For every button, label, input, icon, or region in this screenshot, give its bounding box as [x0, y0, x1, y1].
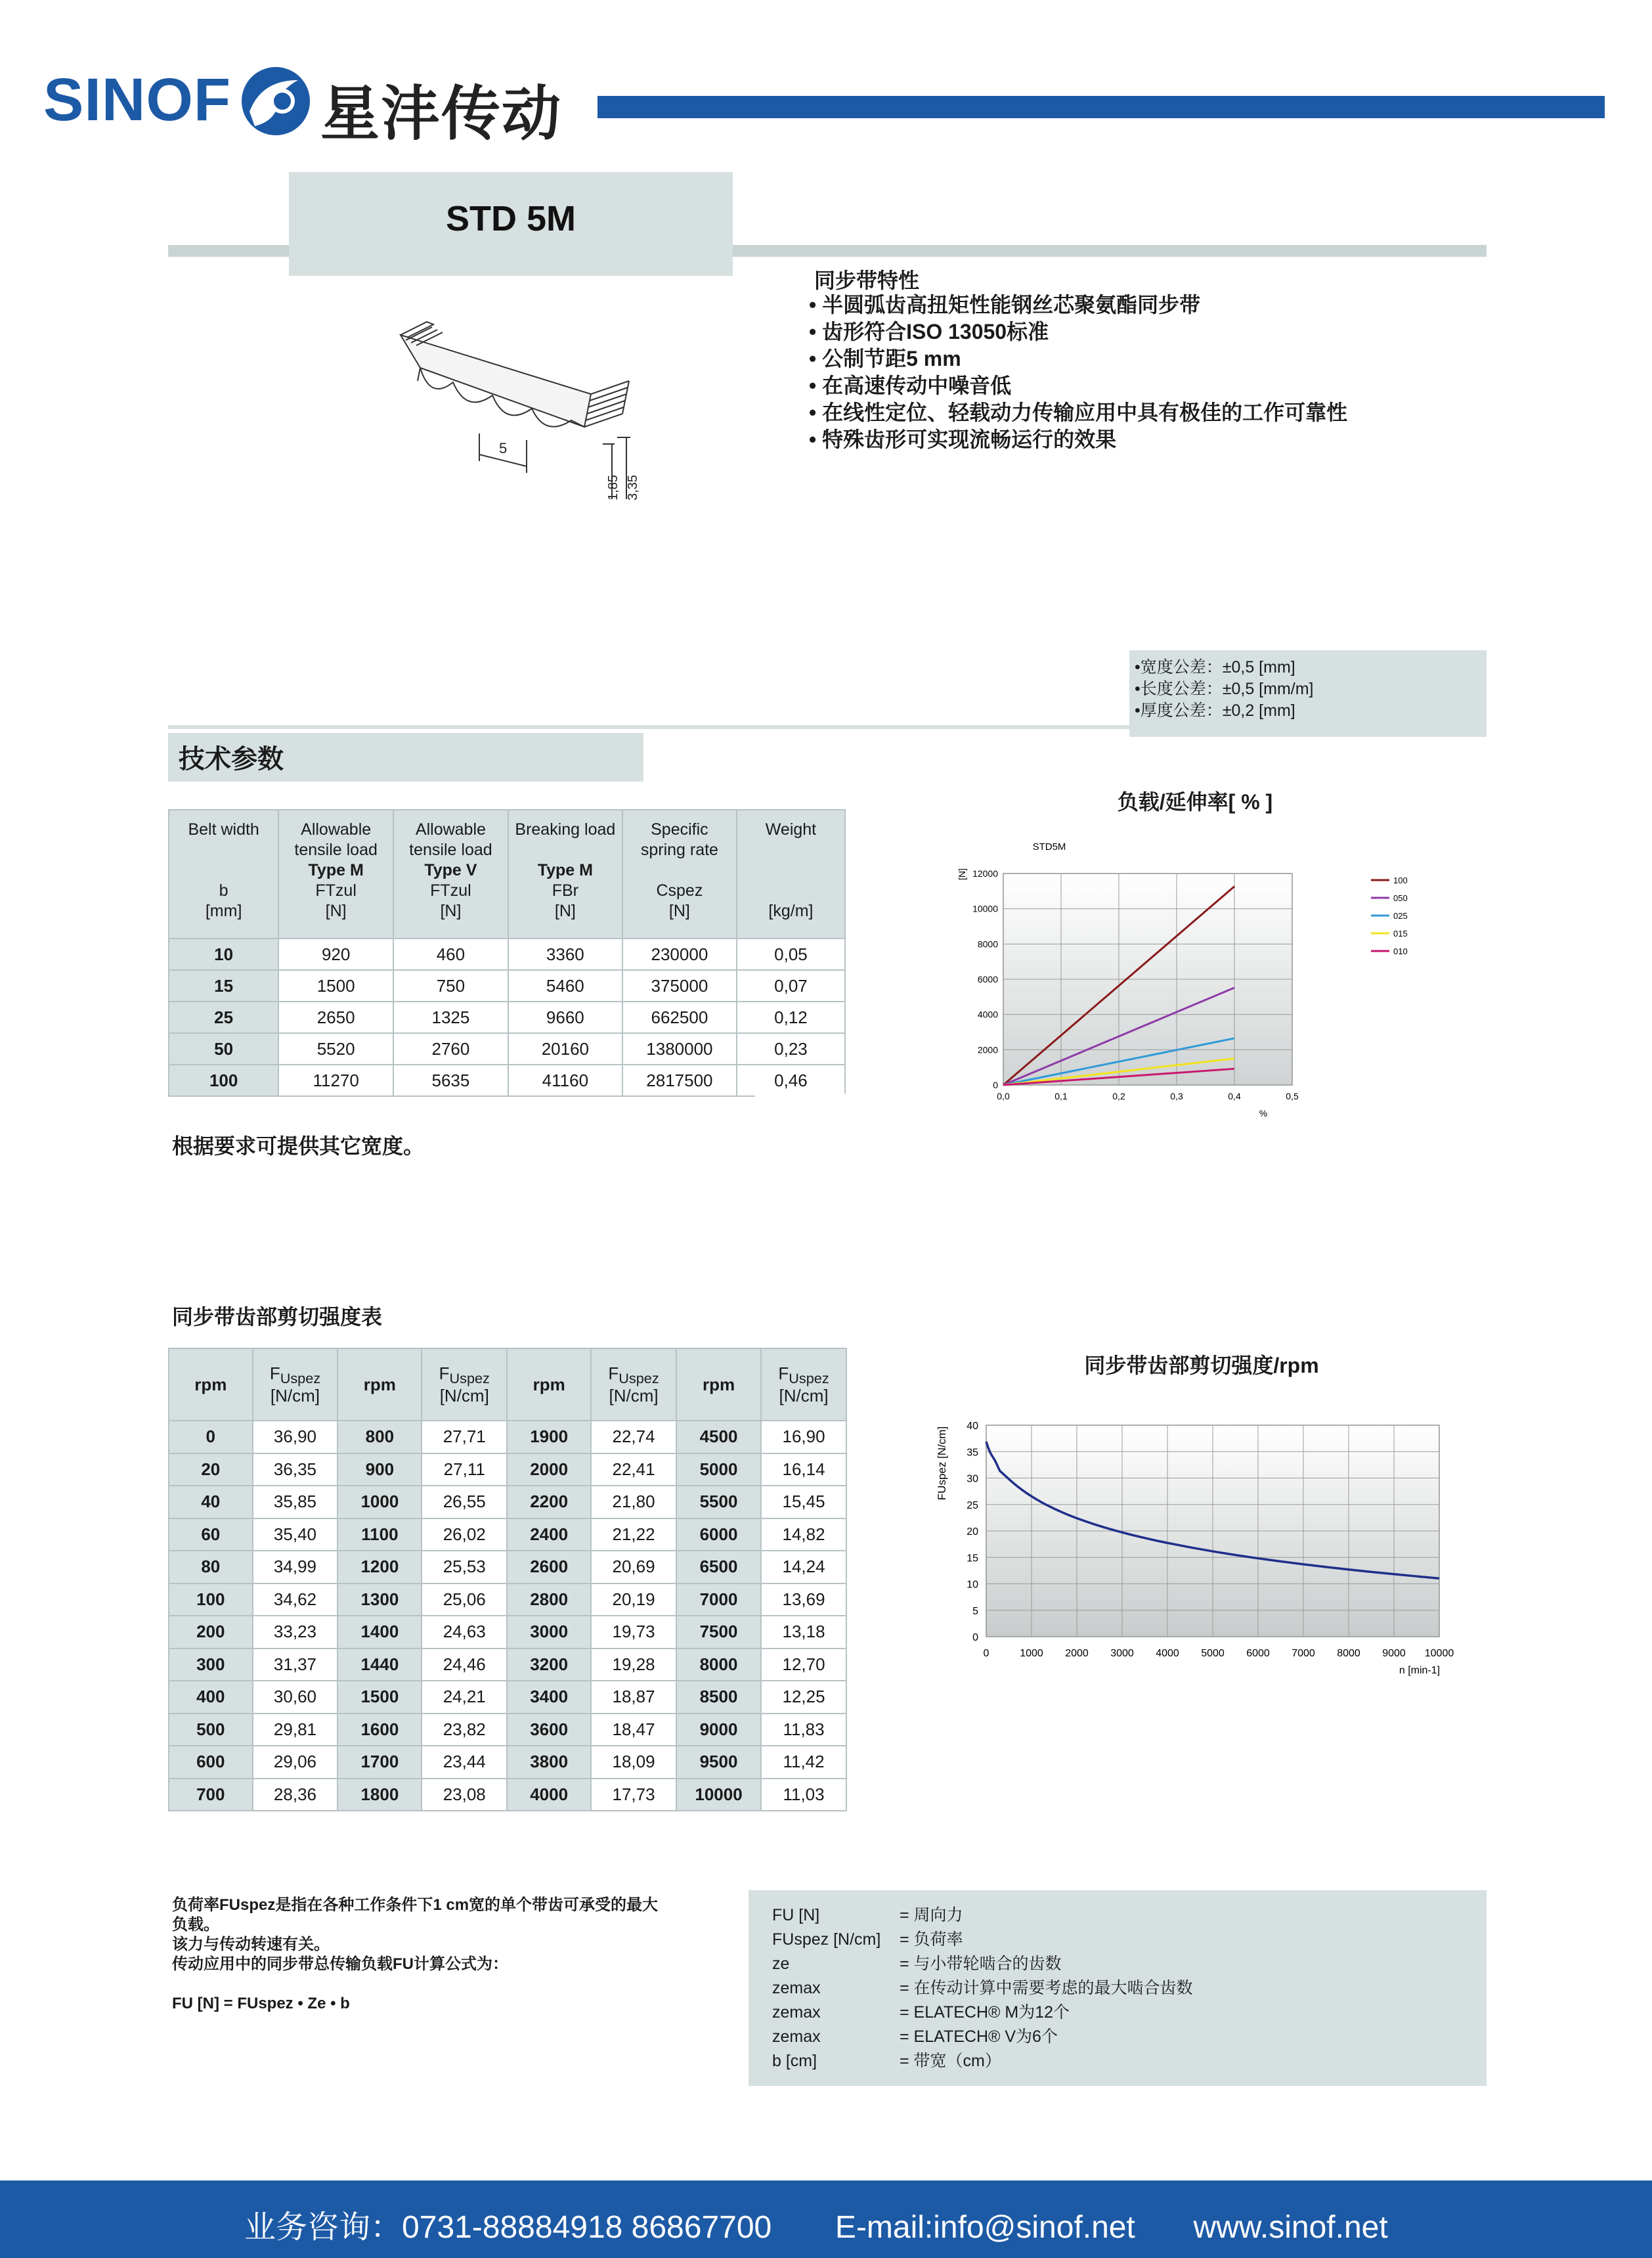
force-cell: 20,69: [591, 1551, 676, 1583]
force-cell: 17,73: [591, 1779, 676, 1811]
x-tick-label: 0,1: [1054, 1091, 1068, 1101]
table-cell: 3360: [508, 939, 622, 970]
footer-email[interactable]: E-mail:info@sinof.net: [835, 2210, 1135, 2245]
rpm-cell: 1500: [337, 1681, 422, 1714]
force-cell: 24,46: [422, 1649, 507, 1681]
header-sym: Cspez: [656, 881, 703, 900]
rpm-cell: 6500: [676, 1551, 761, 1583]
definition-key: zemax: [772, 1979, 821, 1997]
table-row: [169, 1746, 846, 1779]
force-cell: 26,55: [422, 1486, 507, 1518]
rpm-cell: 1600: [337, 1714, 422, 1746]
force-cell: 16,90: [761, 1421, 846, 1453]
rpm-cell: 1100: [337, 1518, 422, 1551]
force-cell: 34,99: [253, 1551, 338, 1583]
force-cell: 23,44: [422, 1746, 507, 1779]
rpm-cell: 200: [169, 1616, 253, 1649]
rpm-cell: 20: [169, 1453, 253, 1486]
feature-item: • 在高速传动中噪音低: [809, 372, 1347, 399]
header-unit: [N]: [554, 902, 576, 920]
force-cell: 20,19: [591, 1583, 676, 1616]
force-cell: 18,09: [591, 1746, 676, 1779]
feature-item: • 公制节距5 mm: [809, 345, 1347, 372]
header-type: Type M: [537, 861, 593, 879]
rpm-cell: 6000: [676, 1518, 761, 1551]
footer-contact: [244, 2202, 1388, 2247]
shear-header-force: [253, 1348, 338, 1421]
header-sym: [739, 881, 843, 901]
shear-header-force: [761, 1348, 846, 1421]
header-l2: [510, 840, 620, 860]
force-cell: 19,28: [591, 1649, 676, 1681]
feature-item: • 齿形符合ISO 13050标准: [809, 319, 1347, 345]
y-tick-label: 5: [972, 1605, 978, 1617]
table-cell: 460: [393, 939, 508, 970]
force-cell: 16,14: [761, 1453, 846, 1486]
table-cell: 750: [393, 970, 508, 1002]
table-header-cell: [508, 810, 622, 939]
tooth-height-dimension: 1,85: [606, 475, 620, 500]
force-cell: 14,24: [761, 1551, 846, 1583]
force-cell: 29,81: [253, 1714, 338, 1746]
x-tick-label: 0,4: [1228, 1091, 1241, 1101]
y-tick-label: 2000: [977, 1044, 998, 1055]
formula-note-line: 负载。: [172, 1916, 219, 1934]
load-elongation-chart: [906, 828, 1484, 1130]
header-unit: [mm]: [205, 902, 242, 920]
rpm-cell: 7000: [676, 1583, 761, 1616]
tolerance-width: • 宽度公差：±0,5 [mm]: [1135, 657, 1314, 678]
rpm-cell: 1900: [507, 1421, 591, 1453]
table-cell: 2760: [393, 1033, 508, 1065]
shear-strength-table: [168, 1348, 847, 1811]
rpm-cell: 2400: [507, 1518, 591, 1551]
header-f-sub: Uspez: [449, 1370, 490, 1387]
rpm-cell: 900: [337, 1453, 422, 1486]
x-tick-label: 1000: [1020, 1648, 1043, 1659]
y-tick-label: 10000: [972, 903, 998, 914]
force-cell: 23,08: [422, 1779, 507, 1811]
x-tick-label: 6000: [1246, 1648, 1270, 1659]
chart2-title: 同步带齿部剪切强度/rpm: [1084, 1354, 1319, 1377]
table-row: [169, 1518, 846, 1551]
belt-profile-drawing: [381, 309, 670, 519]
rpm-cell: 10000: [676, 1779, 761, 1811]
y-tick-label: 0: [993, 1080, 998, 1090]
force-cell: 29,06: [253, 1746, 338, 1779]
rpm-cell: 1800: [337, 1779, 422, 1811]
force-cell: 27,71: [422, 1421, 507, 1453]
rpm-cell: 1200: [337, 1551, 422, 1583]
rpm-cell: 5000: [676, 1453, 761, 1486]
force-cell: 34,62: [253, 1583, 338, 1616]
rpm-cell: 300: [169, 1649, 253, 1681]
force-cell: 36,90: [253, 1421, 338, 1453]
header-l2: spring rate: [640, 841, 718, 859]
rpm-cell: 800: [337, 1421, 422, 1453]
rpm-cell: 2200: [507, 1486, 591, 1518]
table-row: [169, 1583, 846, 1616]
header-f-unit: [N/cm]: [779, 1386, 829, 1406]
y-tick-label: 20: [967, 1526, 978, 1538]
definition-value: = ELATECH® M为12个: [900, 2003, 1070, 2022]
x-axis-label: n [min-1]: [1399, 1665, 1441, 1676]
brand-logo-icon: [235, 60, 316, 142]
definition-key: zemax: [772, 2003, 821, 2022]
force-cell: 11,42: [761, 1746, 846, 1779]
rpm-cell: 60: [169, 1518, 253, 1551]
table-cell: 20160: [508, 1033, 622, 1065]
rpm-cell: 1700: [337, 1746, 422, 1779]
force-cell: 13,18: [761, 1616, 846, 1649]
force-cell: 31,37: [253, 1649, 338, 1681]
rpm-cell: 500: [169, 1714, 253, 1746]
table-cell: 0,07: [737, 970, 845, 1002]
table-cell: 5520: [278, 1033, 393, 1065]
table-cell: 100: [169, 1065, 278, 1096]
header-sym: FTzul: [315, 881, 357, 900]
x-tick-label: 3000: [1110, 1648, 1134, 1659]
x-tick-label: 10000: [1424, 1648, 1454, 1659]
rpm-cell: 3600: [507, 1714, 591, 1746]
y-tick-label: 0: [972, 1632, 978, 1643]
header-sym: FTzul: [430, 881, 471, 900]
force-cell: 30,60: [253, 1681, 338, 1714]
shear-header-force: [422, 1348, 507, 1421]
table-cell: 41160: [508, 1065, 622, 1096]
force-cell: 11,03: [761, 1779, 846, 1811]
header-l2: tensile load: [294, 841, 378, 859]
force-cell: 25,53: [422, 1551, 507, 1583]
table-cell: 5460: [508, 970, 622, 1002]
shear-header-rpm: rpm: [507, 1348, 591, 1421]
rpm-cell: 3800: [507, 1746, 591, 1779]
rpm-cell: 8500: [676, 1681, 761, 1714]
formula-note-line: 该力与传动转速有关。: [172, 1936, 330, 1953]
force-cell: 26,02: [422, 1518, 507, 1551]
shear-table-title: 同步带齿部剪切强度表: [172, 1305, 383, 1329]
rpm-cell: 1400: [337, 1616, 422, 1649]
table-cell: 920: [278, 939, 393, 970]
y-tick-label: 6000: [977, 974, 998, 985]
y-tick-label: 30: [967, 1473, 978, 1485]
table-header-cell: [737, 810, 845, 939]
feature-item: • 在线性定位、轻载动力传输应用中具有极佳的工作可靠性: [809, 399, 1347, 426]
x-axis-label: %: [1259, 1108, 1268, 1118]
tolerance-length: • 长度公差：±0,5 [mm/m]: [1135, 678, 1314, 700]
definitions-list: [772, 1903, 1481, 2081]
force-cell: 11,83: [761, 1714, 846, 1746]
rpm-cell: 3200: [507, 1649, 591, 1681]
rpm-cell: 9000: [676, 1714, 761, 1746]
rpm-cell: 600: [169, 1746, 253, 1779]
table-cell: 1500: [278, 970, 393, 1002]
table-cell: 25: [169, 1002, 278, 1033]
table-header-cell: [393, 810, 508, 939]
features-heading: 同步带特性: [814, 269, 920, 292]
formula-note-line: 负荷率FUspez是指在各种工作条件下1 cm宽的单个带齿可承受的最大: [172, 1896, 659, 1914]
definition-key: FUspez [N/cm]: [772, 1930, 881, 1949]
table-row: [169, 1714, 846, 1746]
y-tick-label: 25: [967, 1499, 978, 1511]
definition-value: = 带宽（cm）: [900, 2052, 1001, 2070]
rpm-cell: 2600: [507, 1551, 591, 1583]
force-cell: 24,21: [422, 1681, 507, 1714]
x-tick-label: 8000: [1337, 1648, 1360, 1659]
tech-section-title: 技术参数: [179, 745, 284, 774]
definition-key: b [cm]: [772, 2052, 817, 2070]
shear-header-force: [591, 1348, 676, 1421]
rpm-cell: 4000: [507, 1779, 591, 1811]
formula-notes: [172, 1895, 658, 2014]
features-list: [809, 292, 1347, 453]
brand-name-cn: 星沣传动: [320, 81, 562, 147]
rpm-cell: 100: [169, 1583, 253, 1616]
table-cell: 5635: [393, 1065, 508, 1096]
table-cell: 2817500: [622, 1065, 737, 1096]
definition-value: = 在传动计算中需要考虑的最大啮合齿数: [900, 1979, 1193, 1997]
table-cell: 2650: [278, 1002, 393, 1033]
rpm-cell: 3400: [507, 1681, 591, 1714]
header-f-sub: Uspez: [619, 1370, 659, 1387]
force-cell: 23,82: [422, 1714, 507, 1746]
table-row: [169, 1065, 845, 1096]
table-cell: 10: [169, 939, 278, 970]
header-type: Type M: [308, 861, 364, 879]
force-cell: 24,63: [422, 1616, 507, 1649]
header-l2: [739, 840, 843, 860]
force-cell: 12,25: [761, 1681, 846, 1714]
header-l2: tensile load: [409, 841, 492, 859]
force-cell: 22,41: [591, 1453, 676, 1486]
x-tick-label: 0,3: [1170, 1091, 1183, 1101]
belt-height-dimension: 3,35: [626, 475, 640, 500]
feature-item: • 特殊齿形可实现流畅运行的效果: [809, 426, 1347, 453]
rpm-cell: 1440: [337, 1649, 422, 1681]
force-cell: 13,69: [761, 1583, 846, 1616]
table-cell: 662500: [622, 1002, 737, 1033]
brand-logo-text: SINOF: [43, 66, 232, 133]
table-cell: 230000: [622, 939, 737, 970]
header-unit: [N]: [668, 902, 690, 920]
header-unit: [N]: [325, 902, 347, 920]
x-tick-label: 9000: [1382, 1648, 1406, 1659]
y-tick-label: 10: [967, 1579, 978, 1591]
table-row: [169, 1453, 846, 1486]
header-sym: b: [219, 881, 228, 900]
header-f-unit: [N/cm]: [439, 1386, 489, 1406]
header-f-main: F: [439, 1363, 450, 1383]
force-cell: 33,23: [253, 1616, 338, 1649]
force-cell: 27,11: [422, 1453, 507, 1486]
rpm-cell: 8000: [676, 1649, 761, 1681]
header-f-unit: [N/cm]: [609, 1386, 659, 1406]
header-f-main: F: [269, 1363, 280, 1383]
table-cell: 50: [169, 1033, 278, 1065]
y-tick-label: 4000: [977, 1009, 998, 1020]
definition-key: FU [N]: [772, 1906, 820, 1924]
chart1-title: 负载/延伸率[ % ]: [1117, 790, 1273, 814]
table-row: [169, 970, 845, 1002]
x-tick-label: 4000: [1156, 1648, 1179, 1659]
table-row: [169, 1681, 846, 1714]
force-cell: 12,70: [761, 1649, 846, 1681]
header-l1: Specific: [651, 820, 708, 839]
rpm-cell: 3000: [507, 1616, 591, 1649]
table-header-cell: [278, 810, 393, 939]
force-cell: 19,73: [591, 1616, 676, 1649]
legend-label: 025: [1393, 911, 1408, 921]
force-cell: 22,74: [591, 1421, 676, 1453]
header-l1: Breaking load: [515, 820, 616, 839]
header-f-main: F: [608, 1363, 619, 1383]
tech-params-table: [168, 809, 846, 1097]
table-row: [169, 1486, 846, 1518]
definition-value: = 周向力: [900, 1906, 963, 1924]
x-tick-label: 0: [983, 1648, 989, 1659]
formula-note-line: 传动应用中的同步带总传输负载FU计算公式为：: [172, 1955, 508, 1973]
table-header-cell: [622, 810, 737, 939]
header-type: [739, 860, 843, 881]
section-rule: [168, 725, 1487, 729]
shear-strength-chart: [919, 1406, 1477, 1694]
force-cell: 28,36: [253, 1779, 338, 1811]
shear-header-rpm: rpm: [676, 1348, 761, 1421]
force-cell: 14,82: [761, 1518, 846, 1551]
table-row: [169, 1649, 846, 1681]
x-tick-label: 0,2: [1112, 1091, 1125, 1101]
header-l2: [171, 840, 276, 860]
force-cell: 21,22: [591, 1518, 676, 1551]
table-cell: 375000: [622, 970, 737, 1002]
header-l1: Allowable: [415, 820, 486, 839]
header-f-sub: Uspez: [789, 1370, 829, 1387]
rpm-cell: 2000: [507, 1453, 591, 1486]
rpm-cell: 7500: [676, 1616, 761, 1649]
legend-label: 050: [1393, 893, 1408, 903]
legend-label: 010: [1393, 946, 1408, 956]
y-tick-label: 12000: [972, 868, 998, 879]
table-row: [169, 1033, 845, 1065]
x-tick-label: 0,5: [1286, 1091, 1299, 1101]
table-row: [169, 1421, 846, 1453]
header-l1: Allowable: [301, 820, 372, 839]
force-cell: 18,87: [591, 1681, 676, 1714]
rpm-cell: 5500: [676, 1486, 761, 1518]
definition-key: zemax: [772, 2027, 821, 2046]
header-f-sub: Uspez: [280, 1370, 321, 1387]
x-tick-label: 7000: [1292, 1648, 1315, 1659]
table-cell: 0,46: [737, 1065, 845, 1096]
table-row: [169, 1002, 845, 1033]
header-unit: [kg/m]: [768, 902, 814, 920]
rpm-cell: 1300: [337, 1583, 422, 1616]
header-bar: [598, 96, 1605, 118]
formula: FU [N] = FUspez • Ze • b: [172, 1995, 350, 2012]
force-cell: 35,40: [253, 1518, 338, 1551]
footer-phone: 业务咨询：0731-88884918 86867700: [244, 2210, 772, 2245]
table-cell: 0,05: [737, 939, 845, 970]
y-tick-label: 8000: [977, 939, 998, 950]
legend-label: 015: [1393, 929, 1408, 939]
y-tick-label: 35: [967, 1447, 978, 1459]
footer-website[interactable]: www.sinof.net: [1193, 2210, 1388, 2245]
rpm-cell: 40: [169, 1486, 253, 1518]
y-tick-label: 40: [967, 1421, 978, 1432]
rpm-cell: 400: [169, 1681, 253, 1714]
rpm-cell: 4500: [676, 1421, 761, 1453]
pitch-dimension: 5: [499, 440, 508, 456]
shear-header-rpm: rpm: [337, 1348, 422, 1421]
header-sym: FBr: [552, 881, 578, 900]
table-cell: 11270: [278, 1065, 393, 1096]
header-unit: [N]: [440, 902, 462, 920]
table-cell: 15: [169, 970, 278, 1002]
rpm-cell: 80: [169, 1551, 253, 1583]
table-cell: 1380000: [622, 1033, 737, 1065]
tolerance-thickness: • 厚度公差：±0,2 [mm]: [1135, 700, 1314, 722]
table-row: [169, 1616, 846, 1649]
table-row: [169, 939, 845, 970]
table-row: [169, 1551, 846, 1583]
table-header-cell: [169, 810, 278, 939]
table-cell: 1325: [393, 1002, 508, 1033]
header-f-unit: [N/cm]: [270, 1386, 320, 1406]
rpm-cell: 2800: [507, 1583, 591, 1616]
force-cell: 36,35: [253, 1453, 338, 1486]
rpm-cell: 9500: [676, 1746, 761, 1779]
rpm-cell: 0: [169, 1421, 253, 1453]
header-type: [624, 860, 735, 881]
x-tick-label: 5000: [1201, 1648, 1225, 1659]
y-axis-label: FUspez [N/cm]: [936, 1426, 948, 1501]
header-f-main: F: [778, 1363, 789, 1383]
x-tick-label: 2000: [1065, 1648, 1089, 1659]
tolerance-list: [1135, 657, 1314, 722]
header-type: [171, 860, 276, 881]
force-cell: 35,85: [253, 1486, 338, 1518]
header-l1: Weight: [765, 820, 817, 839]
tech-note: 根据要求可提供其它宽度。: [172, 1134, 425, 1158]
rpm-cell: 1000: [337, 1486, 422, 1518]
table-cell: 0,12: [737, 1002, 845, 1033]
table-mask: [755, 1094, 893, 1167]
force-cell: 21,80: [591, 1486, 676, 1518]
table-row: [169, 1779, 846, 1811]
y-axis-label: [N]: [957, 868, 967, 880]
x-tick-label: 0,0: [997, 1091, 1010, 1101]
y-tick-label: 15: [967, 1553, 978, 1564]
chart1-inner-title: STD5M: [1032, 841, 1066, 852]
force-cell: 18,47: [591, 1714, 676, 1746]
force-cell: 25,06: [422, 1583, 507, 1616]
table-cell: 9660: [508, 1002, 622, 1033]
table-cell: 0,23: [737, 1033, 845, 1065]
product-title: STD 5M: [445, 199, 576, 238]
definition-value: = ELATECH® V为6个: [900, 2027, 1058, 2046]
definition-key: ze: [772, 1955, 790, 1973]
legend-label: 100: [1393, 875, 1408, 885]
header-type: Type V: [424, 861, 477, 879]
rpm-cell: 700: [169, 1779, 253, 1811]
definition-value: = 与小带轮啮合的齿数: [900, 1955, 1062, 1973]
definition-value: = 负荷率: [900, 1930, 963, 1949]
force-cell: 15,45: [761, 1486, 846, 1518]
header-l1: Belt width: [188, 820, 259, 839]
shear-header-rpm: rpm: [169, 1348, 253, 1421]
feature-item: • 半圆弧齿高扭矩性能钢丝芯聚氨酯同步带: [809, 292, 1347, 319]
